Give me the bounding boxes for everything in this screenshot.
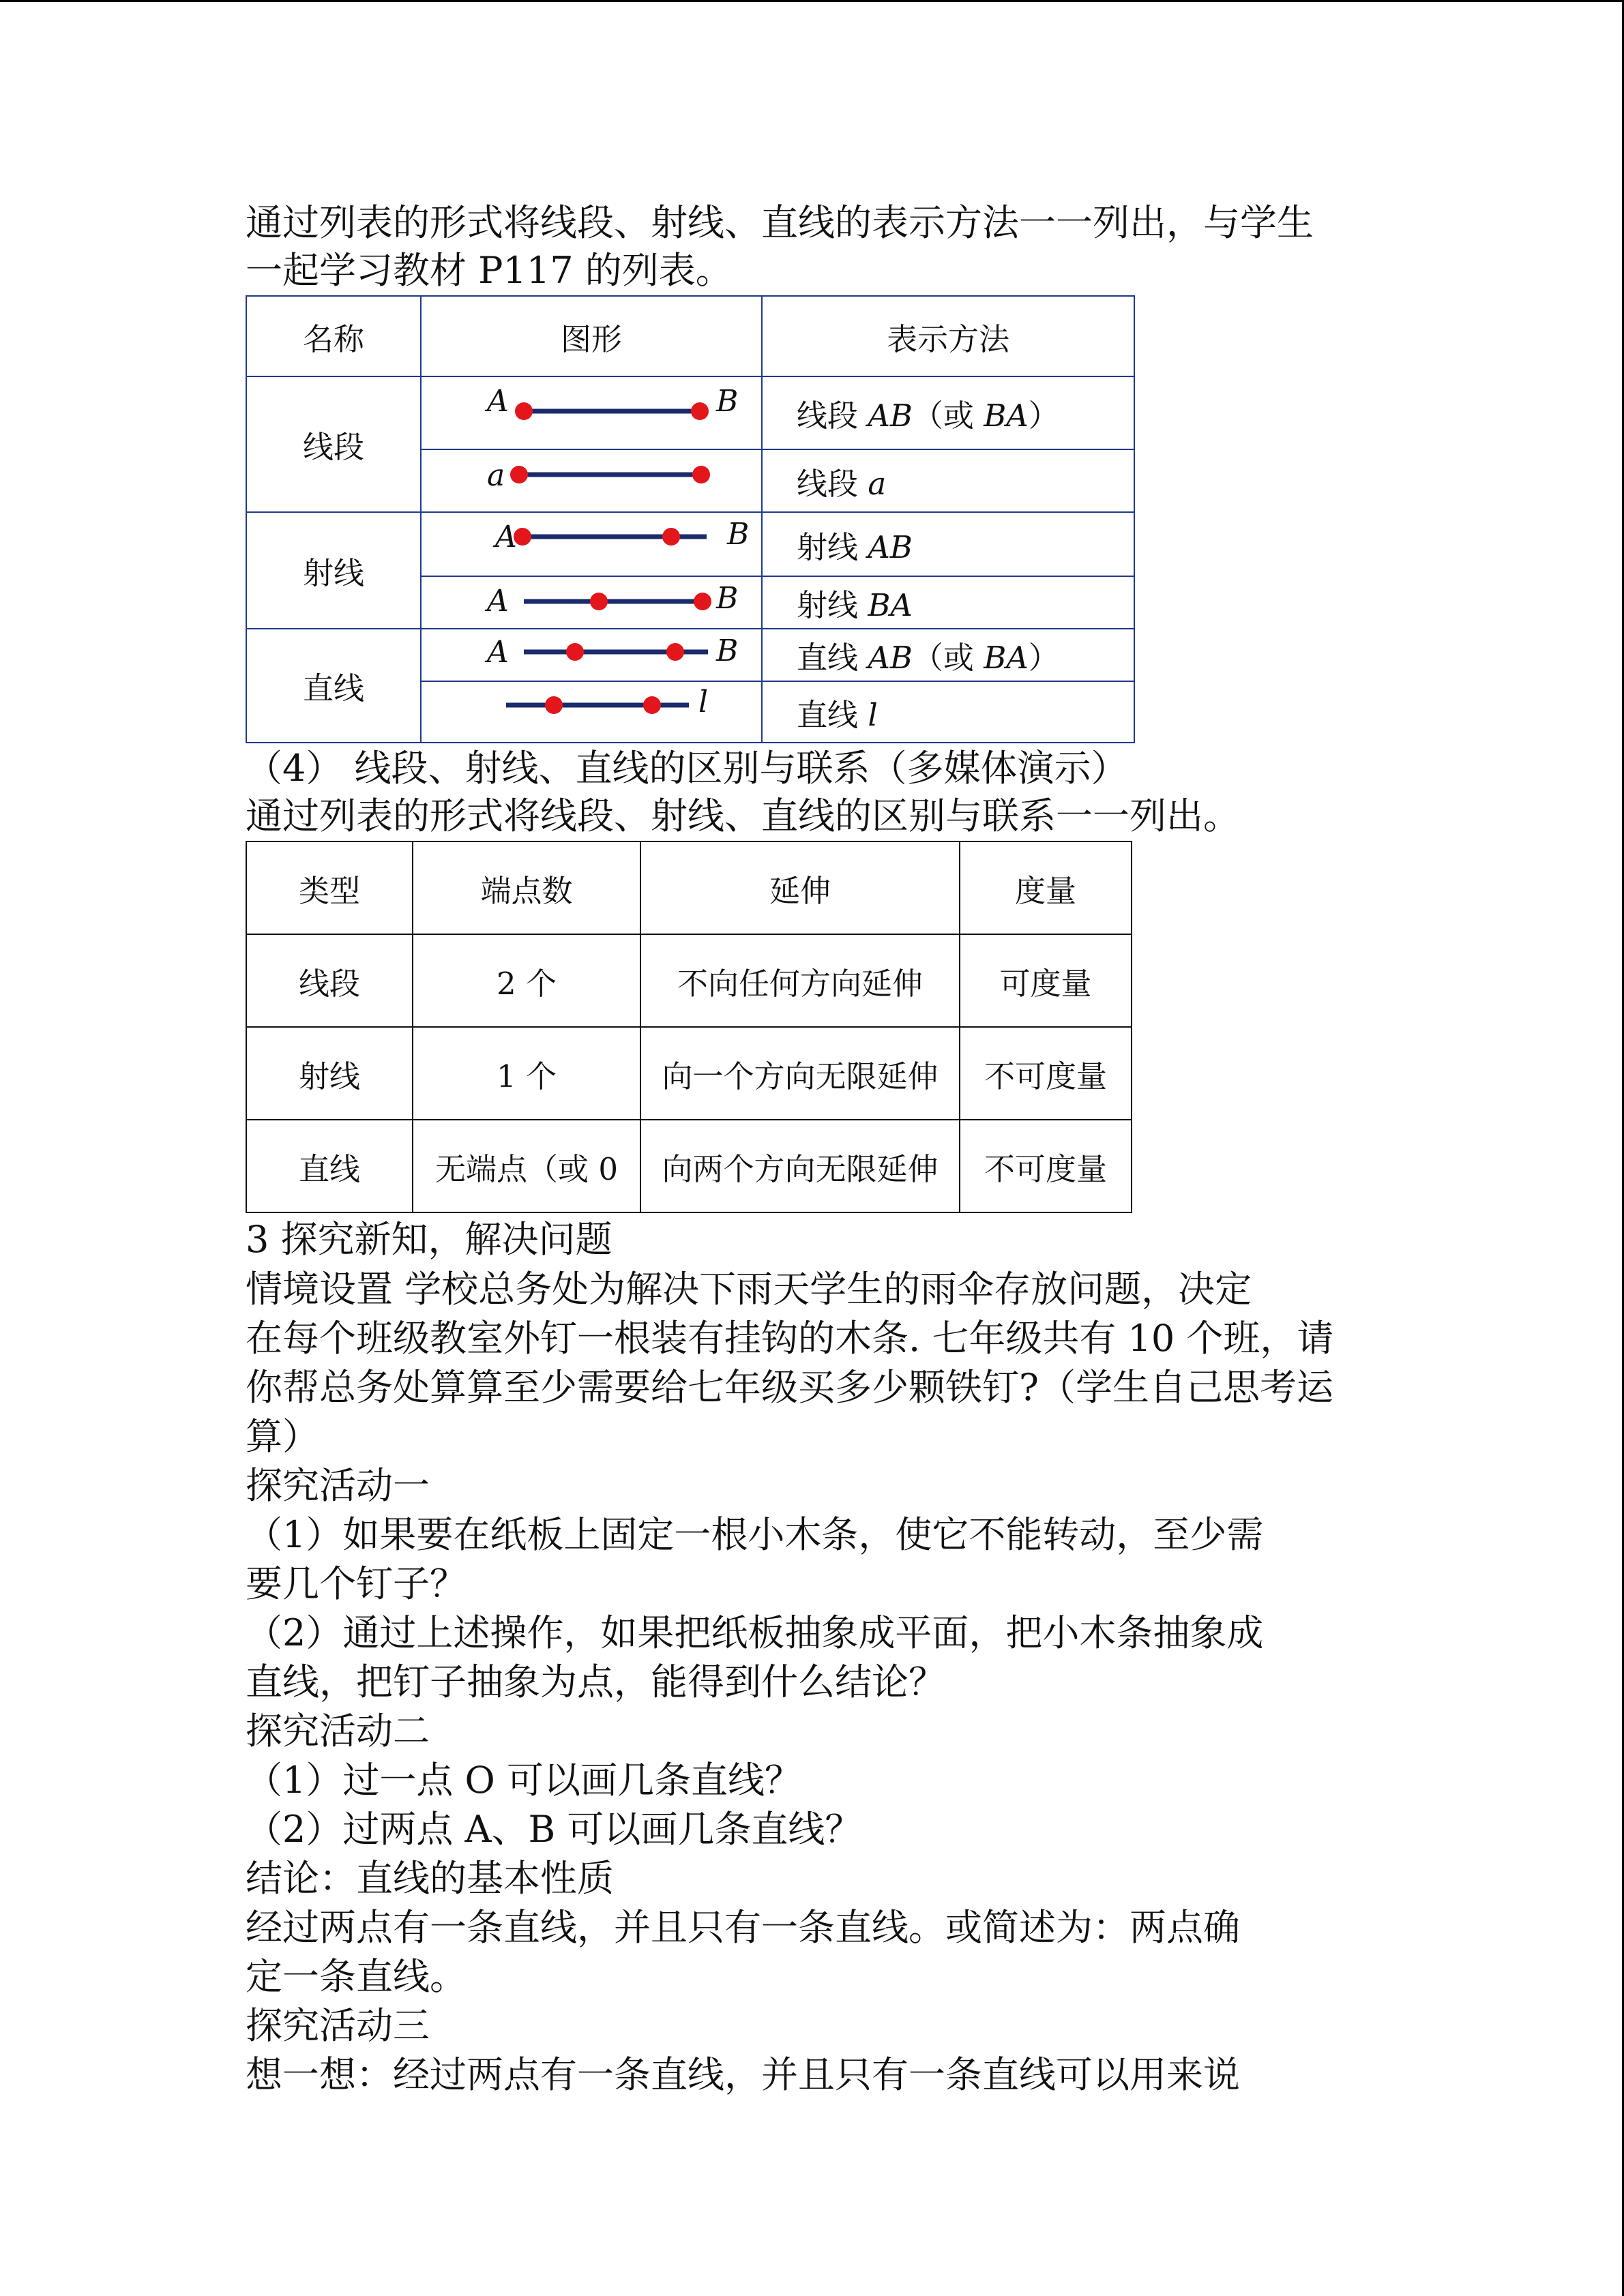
figure-segment-ab [421,376,762,449]
notation-line-l: 直线 l [762,681,1134,743]
activity1-title: 探究活动一 [246,1464,430,1507]
activity2-title: 探究活动二 [246,1710,430,1753]
activity2-q1: （1）过一点 O 可以画几条直线？ [246,1759,801,1802]
label-b: B [716,581,739,616]
label-b: B [716,384,739,419]
figure-line-ab [421,629,762,681]
compare-cell: 2 个 [413,934,640,1027]
figure-ray-ba [421,576,762,629]
activity1-q2-line2: 直线，把钉子抽象为点，能得到什么结论？ [246,1660,945,1703]
section4-line: 通过列表的形式将线段、射线、直线的区别与联系一一列出。 [246,794,1240,837]
scenario-line-1: 情境设置 学校总务处为解决下雨天学生的雨伞存放问题，决定 [246,1268,1252,1311]
table-row [246,934,1132,1027]
compare-cell: 无端点（或 0 [413,1120,640,1212]
figure-line-l [421,681,762,743]
header-notation: 表示方法 [762,296,1134,376]
point-a [566,643,584,661]
table-row [246,1120,1132,1212]
label-b: B [716,633,739,668]
activity1-q1-line1: （1）如果要在纸板上固定一根小木条，使它不能转动，至少需 [246,1513,1264,1556]
label-a: A [487,584,509,618]
notation-ray-ab: 射线 AB [762,512,1134,576]
notation-segment-ab: 线段 AB（或 BA） [762,376,1134,449]
compare-cell: 1 个 [413,1027,640,1120]
label-a: A [487,635,509,670]
point-a [515,402,533,420]
intro-line-2: 一起学习教材 P117 的列表。 [246,249,733,292]
compare-cell: 直线 [246,1120,413,1212]
notation-segment-a: 线段 a [762,449,1134,512]
page-border-top [0,0,1624,2]
compare-cell: 射线 [246,1027,413,1120]
section3-title: 3 探究新知，解决问题 [246,1218,612,1261]
point-left [510,466,528,483]
notation-line-ab: 直线 AB（或 BA） [762,629,1134,681]
compare-cell: 不可度量 [960,1120,1132,1212]
compare-cell: 线段 [246,934,413,1027]
conclusion-title: 结论：直线的基本性质 [246,1857,614,1900]
figure-ray-ab [421,512,762,576]
notation-table [246,295,1135,743]
conclusion-line2: 定一条直线。 [246,1955,467,1998]
compare-cell: 可度量 [960,934,1132,1027]
compare-header-measure: 度量 [960,841,1132,934]
header-figure: 图形 [421,296,762,376]
point-b [694,593,711,610]
compare-table [246,841,1132,1213]
label-a: A [495,520,517,554]
activity1-q2-line1: （2）通过上述操作，如果把纸板抽象成平面，把小木条抽象成 [246,1611,1264,1654]
conclusion-line1: 经过两点有一条直线，并且只有一条直线。或简述为：两点确 [246,1906,1240,1949]
point-right [643,696,661,714]
scenario-line-4: 算） [246,1415,319,1458]
compare-header-extension: 延伸 [640,841,960,934]
row-name-ray: 射线 [246,512,421,629]
point-b [662,528,680,546]
point-right [692,466,710,483]
compare-cell: 不可度量 [960,1027,1132,1120]
compare-header-type: 类型 [246,841,413,934]
compare-cell: 不向任何方向延伸 [640,934,960,1027]
activity2-q2: （2）过两点 A、B 可以画几条直线？ [246,1808,862,1851]
point-b [666,643,684,661]
compare-header-endpoints: 端点数 [413,841,640,934]
compare-cell: 向两个方向无限延伸 [640,1120,960,1212]
point-mid [590,593,608,610]
compare-cell: 向一个方向无限延伸 [640,1027,960,1120]
intro-line-1: 通过列表的形式将线段、射线、直线的表示方法一一列出，与学生 [246,201,1314,244]
label-l: l [698,685,709,719]
label-a-lower: a [487,458,505,493]
label-a: A [487,384,509,419]
activity3-title: 探究活动三 [246,2004,430,2047]
row-name-line: 直线 [246,629,421,743]
point-left [545,696,563,714]
figure-segment-a [421,449,762,512]
point-b [691,402,709,420]
label-b: B [727,517,750,552]
notation-ray-ba: 射线 BA [762,576,1134,629]
table-row [246,1027,1132,1120]
row-name-segment: 线段 [246,376,421,512]
section4-heading: （4） 线段、射线、直线的区别与联系（多媒体演示） [246,747,1128,790]
activity3-line: 想一想：经过两点有一条直线，并且只有一条直线可以用来说 [246,2053,1240,2096]
scenario-line-2: 在每个班级教室外钉一根装有挂钩的木条. 七年级共有 10 个班，请 [246,1317,1334,1360]
header-name: 名称 [246,296,421,376]
activity1-q1-line2: 要几个钉子？ [246,1562,467,1605]
scenario-line-3: 你帮总务处算算至少需要给七年级买多少颗铁钉?（学生自己思考运 [246,1366,1333,1409]
